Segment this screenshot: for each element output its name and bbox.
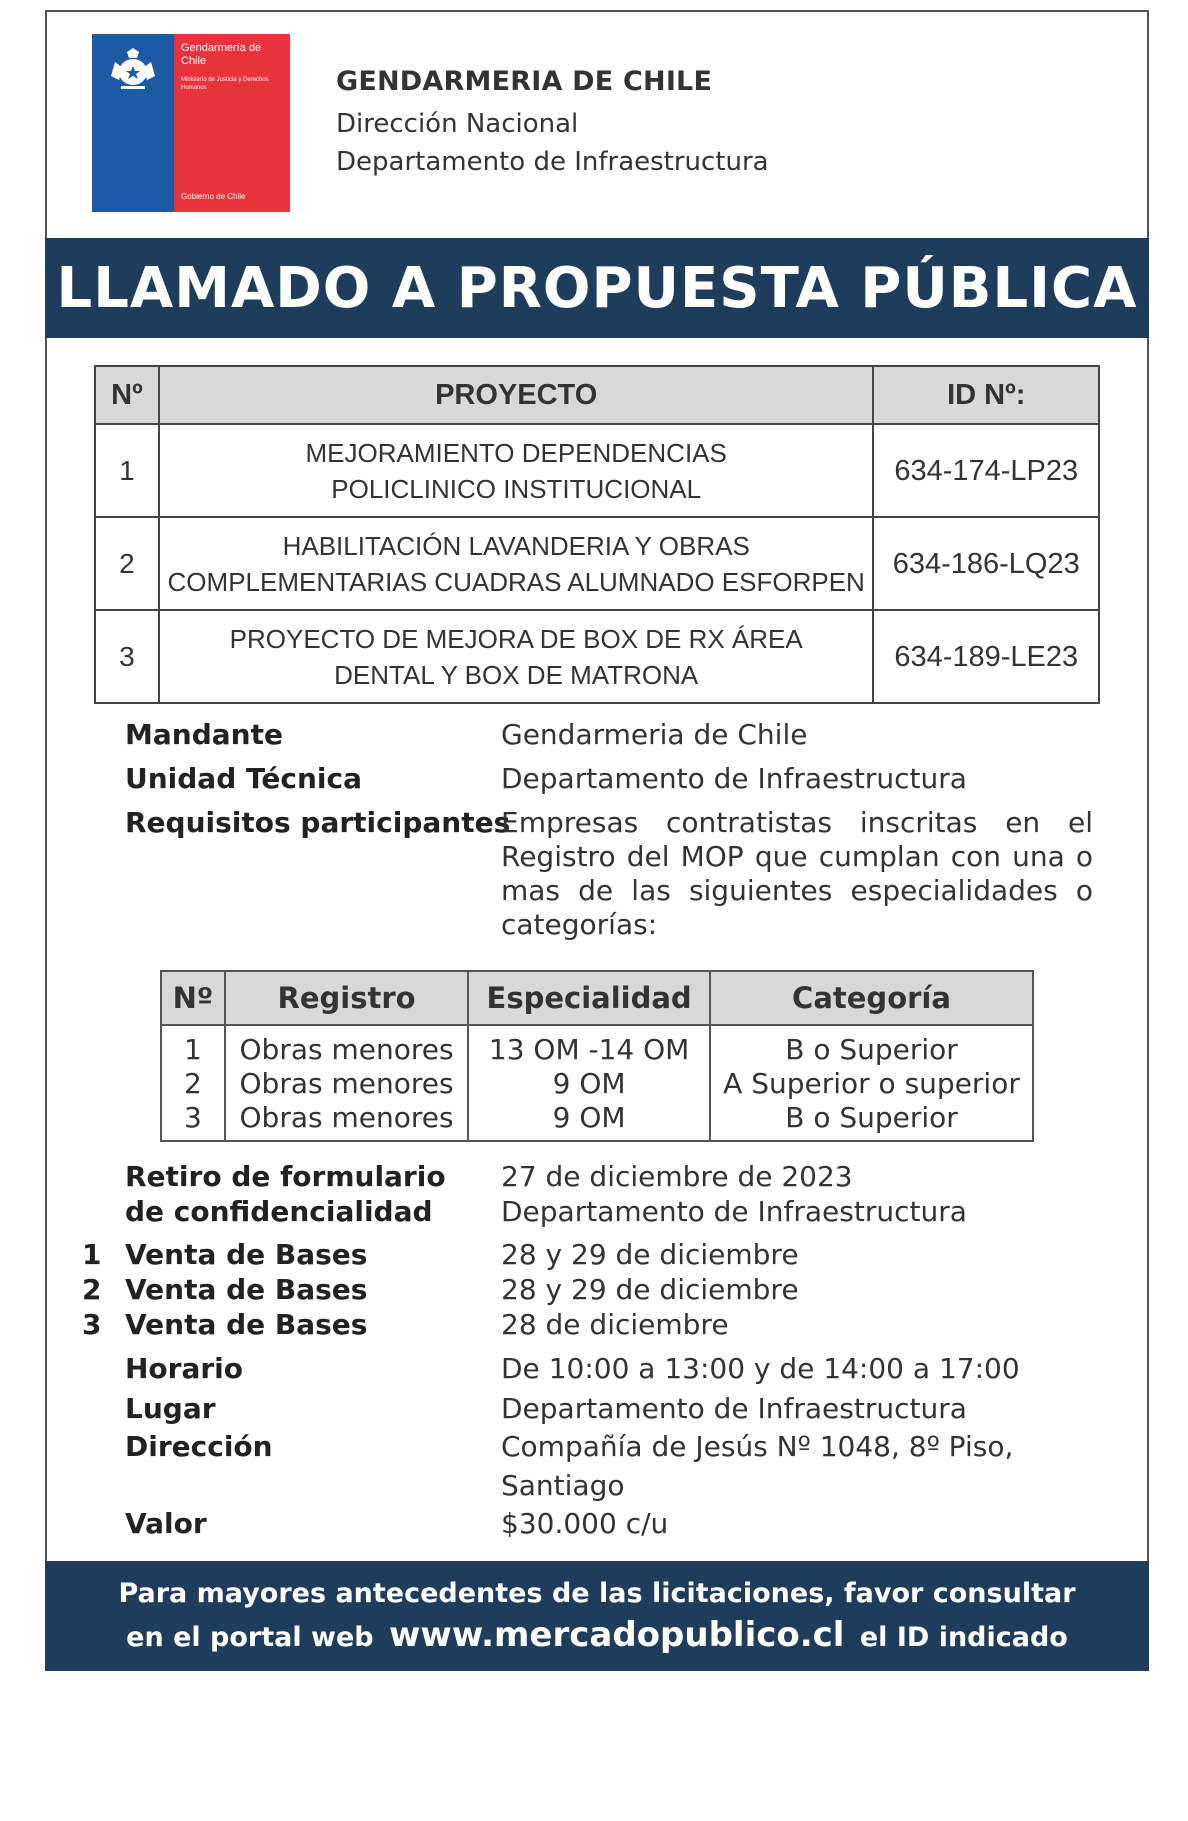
footer-line2-pre: en el portal web bbox=[126, 1621, 374, 1653]
venta-index: 3 bbox=[82, 1308, 102, 1341]
requisitos-label: Requisitos participantes bbox=[125, 806, 511, 839]
unidad-tecnica-label: Unidad Técnica bbox=[125, 762, 362, 795]
direccion-label: Dirección bbox=[125, 1430, 273, 1463]
registry-num: 1 bbox=[161, 1025, 225, 1066]
mandante-value: Gendarmeria de Chile bbox=[501, 718, 808, 751]
logo-red-panel bbox=[174, 34, 290, 212]
project-name bbox=[159, 424, 874, 517]
registry-especialidad: 13 OM -14 OM bbox=[468, 1025, 710, 1066]
footer-band bbox=[45, 1561, 1149, 1671]
project-id: 634-174-LP23 bbox=[873, 424, 1099, 517]
registry-num: 3 bbox=[161, 1100, 225, 1141]
title-band bbox=[45, 238, 1149, 338]
registry-header-num: Nº bbox=[161, 971, 225, 1025]
registry-header-registro: Registro bbox=[225, 971, 468, 1025]
project-id: 634-186-LQ23 bbox=[873, 517, 1099, 610]
page-title: LLAMADO A PROPUESTA PÚBLICA bbox=[56, 255, 1138, 321]
footer-url-link[interactable]: www.mercadopublico.cl bbox=[389, 1614, 845, 1655]
table-row bbox=[95, 517, 1099, 610]
horario-label: Horario bbox=[125, 1352, 244, 1385]
table-row bbox=[161, 1025, 1033, 1066]
registry-registro: Obras menores bbox=[225, 1025, 468, 1066]
venta-value: 28 y 29 de diciembre bbox=[501, 1273, 799, 1306]
retiro-value-line2: Departamento de Infraestructura bbox=[501, 1195, 967, 1228]
project-id: 634-189-LE23 bbox=[873, 610, 1099, 703]
registry-especialidad: 9 OM bbox=[468, 1100, 710, 1141]
coat-of-arms-icon bbox=[107, 48, 159, 92]
lugar-label: Lugar bbox=[125, 1392, 216, 1425]
table-row bbox=[95, 424, 1099, 517]
venta-value: 28 y 29 de diciembre bbox=[501, 1238, 799, 1271]
valor-label: Valor bbox=[125, 1507, 207, 1540]
registry-header-categoria: Categoría bbox=[710, 971, 1033, 1025]
registry-num: 2 bbox=[161, 1066, 225, 1100]
project-name bbox=[159, 517, 874, 610]
projects-header-num: Nº bbox=[95, 366, 159, 424]
gendarmeria-logo bbox=[92, 34, 290, 212]
requisitos-value: Empresas contratistas inscritas en el Registro del MOP que cumplan con una o mas de las siguientes especialidades o categorías: bbox=[501, 806, 1093, 941]
logo-line2: Ministerio de Justicia y Derechos Humanos bbox=[181, 77, 269, 91]
registry-especialidad: 9 OM bbox=[468, 1066, 710, 1100]
direccion-value-line2: Santiago bbox=[501, 1469, 625, 1502]
footer-line2 bbox=[126, 1615, 1068, 1655]
project-num: 3 bbox=[95, 610, 159, 703]
table-row bbox=[95, 610, 1099, 703]
venta-label: Venta de Bases bbox=[125, 1308, 368, 1341]
org-name: GENDARMERIA DE CHILE bbox=[336, 66, 713, 97]
footer-line2-post: el ID indicado bbox=[859, 1621, 1068, 1653]
retiro-value-line1: 27 de diciembre de 2023 bbox=[501, 1160, 853, 1193]
venta-label: Venta de Bases bbox=[125, 1238, 368, 1271]
org-department: Departamento de Infraestructura bbox=[336, 147, 769, 177]
registry-header-row bbox=[161, 971, 1033, 1025]
horario-value: De 10:00 a 13:00 y de 14:00 a 17:00 bbox=[501, 1352, 1020, 1385]
venta-index: 1 bbox=[82, 1238, 102, 1271]
projects-table bbox=[94, 365, 1100, 704]
table-row bbox=[161, 1066, 1033, 1100]
valor-value: $30.000 c/u bbox=[501, 1507, 669, 1540]
projects-header-project: PROYECTO bbox=[159, 366, 874, 424]
registry-table bbox=[160, 970, 1034, 1142]
project-name-line1: MEJORAMIENTO DEPENDENCIAS bbox=[305, 437, 727, 468]
logo-line3: Gobierno de Chile bbox=[181, 192, 246, 201]
venta-value: 28 de diciembre bbox=[501, 1308, 729, 1341]
project-name bbox=[159, 610, 874, 703]
project-num: 1 bbox=[95, 424, 159, 517]
retiro-label-line1: Retiro de formulario bbox=[125, 1160, 446, 1193]
projects-header-row bbox=[95, 366, 1099, 424]
mandante-label: Mandante bbox=[125, 718, 283, 751]
lugar-value: Departamento de Infraestructura bbox=[501, 1392, 967, 1425]
logo-line1: Gendarmería de Chile bbox=[181, 42, 262, 67]
table-row bbox=[161, 1100, 1033, 1141]
venta-index: 2 bbox=[82, 1273, 102, 1306]
projects-header-id: ID Nº: bbox=[873, 366, 1099, 424]
registry-categoria: B o Superior bbox=[785, 1100, 958, 1134]
registry-header-especialidad: Especialidad bbox=[468, 971, 710, 1025]
unidad-tecnica-value: Departamento de Infraestructura bbox=[501, 762, 967, 795]
retiro-label-line2: de confidencialidad bbox=[125, 1195, 433, 1228]
project-name-line2: DENTAL Y BOX DE MATRONA bbox=[334, 659, 699, 690]
registry-registro: Obras menores bbox=[225, 1066, 468, 1100]
footer-line1: Para mayores antecedentes de las licitaciones, favor consultar bbox=[118, 1577, 1076, 1609]
project-name-line1: PROYECTO DE MEJORA DE BOX DE RX ÁREA bbox=[229, 623, 803, 654]
registry-registro: Obras menores bbox=[225, 1100, 468, 1141]
project-num: 2 bbox=[95, 517, 159, 610]
logo-blue-panel bbox=[92, 34, 174, 212]
project-name-line2: POLICLINICO INSTITUCIONAL bbox=[331, 473, 702, 504]
organization-block bbox=[336, 66, 769, 181]
org-division: Dirección Nacional bbox=[336, 109, 579, 139]
registry-categoria: A Superior o superior bbox=[723, 1066, 1020, 1100]
direccion-value-line1: Compañía de Jesús Nº 1048, 8º Piso, bbox=[501, 1430, 1014, 1463]
project-name-line2: COMPLEMENTARIAS CUADRAS ALUMNADO ESFORPEN bbox=[167, 566, 865, 597]
venta-label: Venta de Bases bbox=[125, 1273, 368, 1306]
project-name-line1: HABILITACIÓN LAVANDERIA Y OBRAS bbox=[282, 530, 750, 561]
registry-categoria: B o Superior bbox=[785, 1032, 958, 1066]
